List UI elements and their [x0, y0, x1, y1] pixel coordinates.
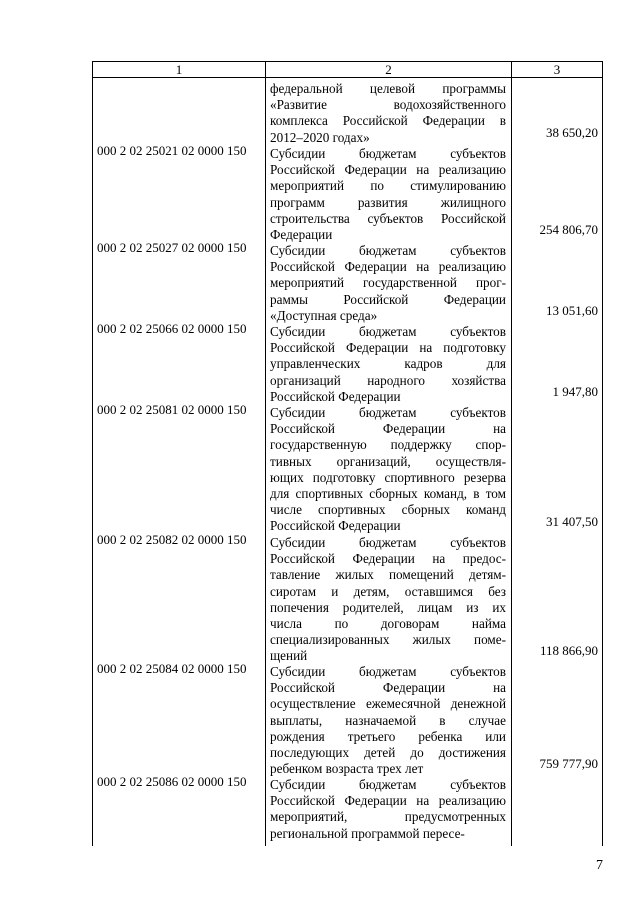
text-line: щений	[270, 648, 308, 664]
text-line: ребенком возраста трех лет	[270, 761, 424, 777]
text-line: Субсидии бюджетам субъектов	[270, 535, 506, 550]
text-line: Субсидии бюджетам субъектов	[270, 777, 506, 792]
column-divider	[511, 62, 512, 846]
text-line: Российской Федерации на подготовку	[270, 340, 506, 356]
header-col-3: 3	[553, 62, 561, 77]
text-line: Российской Федерации	[270, 388, 401, 404]
text-line: Субсидии бюджетам субъектов	[270, 664, 506, 679]
budget-code: 000 2 02 25081 02 0000 150	[97, 402, 247, 417]
text-line: «Доступная среда»	[270, 307, 378, 323]
text-line: мероприятий по стимулированию	[270, 178, 506, 194]
text-line: Российской Федерации на	[270, 680, 506, 696]
row-description	[270, 664, 506, 777]
text-line: строительства субъектов Российской	[270, 210, 506, 226]
amount: 13 051,60	[546, 303, 598, 318]
amount: 118 866,90	[539, 643, 598, 658]
text-line: Российской Федерации	[270, 518, 401, 534]
text-line: программ развития жилищного	[270, 194, 506, 210]
text-line: сиротам и детям, оставшимся без	[270, 583, 506, 599]
text-line: Федерации	[270, 226, 333, 242]
row-description	[270, 535, 506, 665]
budget-code: 000 2 02 25086 02 0000 150	[97, 774, 247, 789]
row-description	[270, 777, 506, 842]
text-line: числа по договорам найма	[270, 615, 506, 631]
budget-code: 000 2 02 25082 02 0000 150	[97, 532, 247, 547]
text-line: попечения родителей, лицам из их	[270, 599, 506, 615]
intro-description	[270, 81, 506, 146]
text-line: Российской Федерации на реализацию	[270, 793, 506, 809]
text-line: тавление жилых помещений детям-	[270, 567, 506, 583]
budget-code: 000 2 02 25027 02 0000 150	[97, 240, 247, 255]
text-line: Субсидии бюджетам субъектов	[270, 243, 506, 258]
column-divider	[265, 62, 266, 846]
text-line: рождения третьего ребенка или	[270, 728, 506, 744]
text-line: раммы Российской Федерации	[270, 291, 506, 307]
text-line: управленческих кадров для	[270, 356, 506, 372]
row-description	[270, 243, 506, 324]
text-line: Российской Федерации на реализацию	[270, 162, 506, 178]
text-line: государственную поддержку спор-	[270, 437, 506, 453]
text-line: ющих подготовку спортивного резерва	[270, 469, 506, 485]
text-line: мероприятий, предусмотренных	[270, 809, 506, 825]
text-line: специализированных жилых поме-	[270, 632, 506, 648]
text-line: комплекса Российской Федерации в	[270, 113, 506, 129]
text-line: Российской Федерации на предос-	[270, 551, 506, 567]
budget-table	[92, 61, 603, 846]
text-line: выплаты, назначаемой в случае	[270, 712, 506, 728]
text-line: мероприятий государственной прог-	[270, 275, 506, 291]
text-line: 2012–2020 годах»	[270, 129, 370, 145]
text-line: «Развитие водохозяйственного	[270, 97, 506, 113]
amount: 31 407,50	[546, 514, 598, 529]
row-description	[270, 324, 506, 405]
text-line: тивных организаций, осуществля-	[270, 453, 506, 469]
text-line: организаций народного хозяйства	[270, 372, 506, 388]
text-line: Субсидии бюджетам субъектов	[270, 324, 506, 339]
budget-code: 000 2 02 25066 02 0000 150	[97, 321, 247, 336]
amount: 38 650,20	[546, 125, 598, 140]
text-line: Российской Федерации на	[270, 421, 506, 437]
row-description	[270, 405, 506, 535]
text-line: федеральной целевой программы	[270, 81, 506, 96]
text-line: числе спортивных сборных команд	[270, 502, 506, 518]
header-col-2: 2	[385, 62, 392, 77]
page-number: 7	[596, 858, 603, 873]
text-line: Субсидии бюджетам субъектов	[270, 146, 506, 161]
text-line: региональной программой пересе-	[270, 825, 465, 841]
budget-code: 000 2 02 25021 02 0000 150	[97, 143, 247, 158]
text-line: для спортивных сборных команд, в том	[270, 485, 506, 501]
header-col-1: 1	[175, 62, 183, 77]
header-divider	[93, 77, 602, 78]
amount: 759 777,90	[539, 756, 598, 771]
amount: 1 947,80	[552, 384, 598, 399]
row-description	[270, 146, 506, 243]
budget-code: 000 2 02 25084 02 0000 150	[97, 661, 247, 676]
text-line: Российской Федерации на реализацию	[270, 259, 506, 275]
text-line: Субсидии бюджетам субъектов	[270, 405, 506, 420]
amount: 254 806,70	[539, 222, 598, 237]
text-line: осуществление ежемесячной денежной	[270, 696, 506, 712]
text-line: последующих детей до достижения	[270, 744, 506, 760]
